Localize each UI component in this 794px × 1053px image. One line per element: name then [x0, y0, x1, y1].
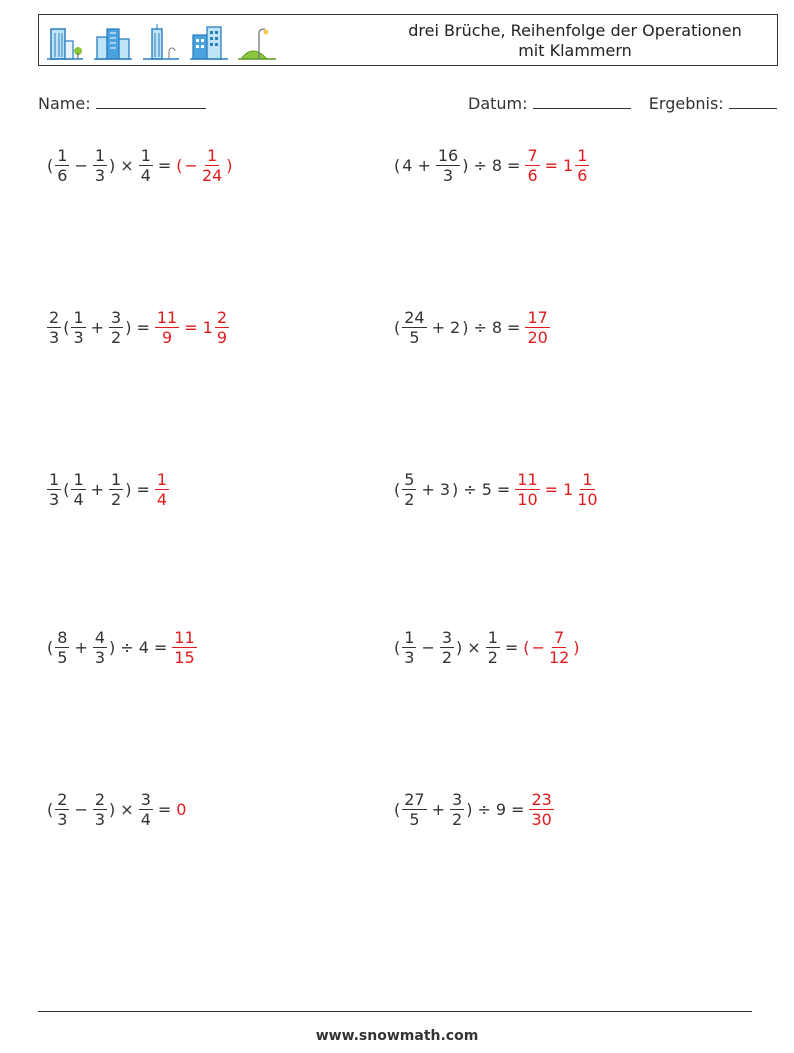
fraction [525, 146, 539, 185]
fraction [55, 628, 69, 667]
fraction [93, 146, 107, 185]
fraction-denominator: 6 [57, 166, 68, 185]
fraction-numerator: 11 [174, 628, 195, 647]
math-token: ) [462, 318, 469, 337]
fraction-numerator: 1 [73, 308, 84, 327]
math-operator: = [184, 318, 198, 337]
fraction [402, 628, 416, 667]
fraction-denominator: 6 [577, 166, 588, 185]
fraction-denominator: 5 [409, 328, 420, 347]
fraction [200, 146, 224, 185]
answer-8 [522, 628, 580, 667]
problem-7 [46, 628, 198, 667]
math-token: ) [109, 638, 116, 657]
fraction-numerator: 2 [57, 790, 68, 809]
answer-3 [154, 308, 230, 347]
fraction-numerator: 1 [73, 470, 84, 489]
fraction [402, 308, 426, 347]
fraction-denominator: 2 [441, 648, 453, 667]
fraction [436, 146, 460, 185]
math-token: 2 [450, 318, 461, 337]
problem-4 [393, 308, 551, 347]
math-token: ) [462, 156, 469, 175]
fraction [55, 790, 69, 829]
fraction-numerator: 16 [437, 146, 459, 165]
problem-2 [393, 146, 590, 185]
result-blank[interactable] [729, 94, 777, 109]
fraction-numerator: 1 [577, 146, 588, 165]
math-operator: − [421, 638, 435, 657]
answer-6 [514, 470, 600, 509]
fraction [529, 790, 553, 829]
problem-10 [393, 790, 555, 829]
fraction-numerator: 3 [452, 790, 463, 809]
fraction [525, 308, 549, 347]
fraction [450, 790, 464, 829]
fraction-denominator: 4 [73, 490, 84, 509]
problem-3 [46, 308, 230, 347]
fraction-numerator: 27 [404, 790, 425, 809]
fraction-denominator: 3 [73, 328, 84, 347]
fraction [139, 790, 153, 829]
math-token: 1 [202, 318, 213, 337]
name-field [38, 94, 206, 113]
math-operator: = [507, 156, 521, 175]
math-operator: = [504, 638, 519, 657]
fraction-denominator: 4 [140, 166, 151, 185]
footer-url[interactable]: www.snowmath.com [315, 1028, 479, 1044]
title-line-2: mit Klammern [518, 41, 632, 60]
fraction [402, 470, 416, 509]
math-token: ) [109, 156, 116, 175]
math-token: ) [226, 156, 233, 175]
math-token: ( [47, 156, 54, 175]
fraction-numerator: 3 [140, 790, 151, 809]
answer-4 [524, 308, 550, 347]
footer-divider [38, 1011, 752, 1012]
math-operator: = [136, 318, 150, 337]
answer-9 [175, 800, 187, 819]
park-lamp-icon [237, 23, 277, 61]
fraction [71, 470, 85, 509]
math-token: ) [456, 638, 463, 657]
fraction-numerator: 4 [94, 628, 106, 647]
math-token: 4 [138, 638, 149, 657]
math-operator: + [431, 318, 446, 337]
fraction [93, 628, 107, 667]
math-token: ( [47, 638, 54, 657]
fraction-numerator: 1 [111, 470, 122, 489]
fraction-denominator: 2 [111, 328, 122, 347]
result-label: Ergebnis: [648, 94, 724, 113]
fraction [547, 628, 571, 667]
math-operator: + [74, 638, 88, 657]
math-operator: = [153, 638, 168, 657]
problem-8 [393, 628, 581, 667]
apartment-building-icon [189, 23, 229, 61]
answer-7 [171, 628, 197, 667]
math-token: ( [394, 800, 401, 819]
math-token: 5 [481, 480, 492, 499]
fraction-numerator: 7 [527, 146, 538, 165]
math-token: ( [63, 318, 70, 337]
answer-2 [524, 146, 590, 185]
math-token: ( [394, 638, 401, 657]
fraction [515, 470, 539, 509]
problem-5 [46, 470, 170, 509]
answer-5 [154, 470, 170, 509]
fraction-denominator: 2 [404, 490, 415, 509]
fraction [402, 790, 426, 829]
name-blank[interactable] [96, 94, 206, 109]
fraction-numerator: 1 [487, 628, 498, 647]
fraction-numerator: 24 [404, 308, 425, 327]
fraction-denominator: 9 [161, 328, 173, 347]
math-operator: = [496, 480, 511, 499]
math-operator: + [421, 480, 435, 499]
fraction-numerator: 1 [94, 146, 106, 165]
math-operator: − [74, 156, 88, 175]
fraction-numerator: 3 [441, 628, 453, 647]
math-token: ( [523, 638, 530, 657]
math-token: 8 [491, 318, 503, 337]
title-line-1: drei Brüche, Reihenfolge der Operationen [408, 21, 742, 40]
math-token: ) [125, 480, 132, 499]
fraction-denominator: 30 [531, 810, 552, 829]
fraction-denominator: 4 [156, 490, 168, 509]
math-operator: + [90, 480, 105, 499]
fraction-denominator: 15 [174, 648, 195, 667]
fraction-numerator: 1 [404, 628, 415, 647]
date-label: Datum: [468, 94, 528, 113]
fraction-denominator: 2 [487, 648, 498, 667]
problem-1 [46, 146, 234, 185]
math-token: 1 [563, 480, 574, 499]
fraction-denominator: 3 [94, 648, 106, 667]
header-icons [45, 21, 277, 61]
fraction [575, 470, 599, 509]
date-result-fields [468, 94, 777, 113]
math-operator: = [544, 480, 559, 499]
fraction-numerator: 8 [57, 628, 68, 647]
fraction-denominator: 3 [404, 648, 415, 667]
math-operator: + [90, 318, 105, 337]
math-operator: + [417, 156, 431, 175]
fraction [93, 790, 107, 829]
fraction-denominator: 4 [140, 810, 151, 829]
fraction-numerator: 3 [111, 308, 122, 327]
math-token: ( [47, 800, 54, 819]
math-token: ) [573, 638, 580, 657]
fraction-denominator: 3 [49, 490, 60, 509]
fraction-denominator: 3 [57, 810, 68, 829]
math-operator: × [467, 638, 481, 657]
fraction-numerator: 11 [156, 308, 178, 327]
math-token: ( [394, 156, 401, 175]
math-token: 4 [402, 156, 413, 175]
worksheet-header [38, 14, 778, 66]
math-operator: ÷ [477, 800, 491, 819]
math-token: ( [63, 480, 70, 499]
worksheet-title [395, 21, 755, 61]
fraction [55, 146, 69, 185]
fraction-denominator: 3 [94, 166, 106, 185]
math-operator: × [120, 800, 134, 819]
fraction-denominator: 5 [409, 810, 420, 829]
fraction-denominator: 24 [201, 166, 223, 185]
fraction-denominator: 20 [527, 328, 548, 347]
skyscraper-icon [141, 23, 181, 61]
math-token: 3 [439, 480, 451, 499]
math-token: ( [394, 318, 401, 337]
fraction-denominator: 5 [57, 648, 68, 667]
math-operator: − [74, 800, 88, 819]
fraction-denominator: 3 [442, 166, 454, 185]
math-token: 9 [495, 800, 507, 819]
fraction [155, 470, 169, 509]
math-operator: ÷ [463, 480, 477, 499]
math-token: ) [109, 800, 116, 819]
problem-6 [393, 470, 601, 509]
math-token: 1 [563, 156, 574, 175]
fraction-denominator: 12 [548, 648, 570, 667]
math-token: ) [125, 318, 132, 337]
fraction-numerator: 23 [531, 790, 552, 809]
fraction-denominator: 10 [577, 490, 598, 509]
math-token: 8 [491, 156, 503, 175]
fraction [440, 628, 454, 667]
math-operator: + [431, 800, 446, 819]
fraction [486, 628, 500, 667]
fraction-denominator: 3 [49, 328, 60, 347]
fraction-numerator: 7 [554, 628, 565, 647]
fraction-numerator: 1 [207, 146, 218, 165]
math-token: 0 [176, 800, 187, 819]
math-operator: = [157, 800, 172, 819]
math-operator: = [511, 800, 525, 819]
fraction-numerator: 17 [527, 308, 548, 327]
answer-1 [175, 146, 233, 185]
fraction-numerator: 1 [140, 146, 151, 165]
fraction-numerator: 5 [404, 470, 415, 489]
fraction-numerator: 2 [49, 308, 60, 327]
fraction [109, 308, 123, 347]
answer-10 [528, 790, 554, 829]
math-operator: ÷ [473, 156, 487, 175]
math-operator: = [136, 480, 150, 499]
fraction-denominator: 2 [452, 810, 463, 829]
fraction-numerator: 1 [156, 470, 168, 489]
fraction-denominator: 10 [517, 490, 538, 509]
fraction-denominator: 3 [94, 810, 106, 829]
math-token: − [531, 638, 545, 657]
fraction-denominator: 9 [216, 328, 228, 347]
fraction [172, 628, 196, 667]
fraction [155, 308, 179, 347]
fraction-numerator: 2 [94, 790, 106, 809]
math-operator: = [157, 156, 172, 175]
fraction-numerator: 1 [49, 470, 60, 489]
fraction [215, 308, 229, 347]
fraction-denominator: 6 [527, 166, 538, 185]
math-token: ) [452, 480, 459, 499]
math-token: ( [394, 480, 401, 499]
math-operator: × [120, 156, 134, 175]
problem-9 [46, 790, 187, 829]
fraction-numerator: 1 [582, 470, 593, 489]
math-operator: ÷ [473, 318, 487, 337]
fraction [109, 470, 123, 509]
fraction [47, 308, 61, 347]
fraction-numerator: 2 [216, 308, 228, 327]
math-operator: ÷ [120, 638, 134, 657]
fraction-numerator: 11 [517, 470, 538, 489]
office-building-icon [45, 23, 85, 61]
fraction [71, 308, 85, 347]
date-blank[interactable] [533, 94, 631, 109]
math-token: ( [176, 156, 183, 175]
math-operator: = [544, 156, 559, 175]
fraction-denominator: 2 [111, 490, 122, 509]
math-token: − [184, 156, 198, 175]
fraction-numerator: 1 [57, 146, 68, 165]
fraction [47, 470, 61, 509]
math-operator: = [507, 318, 521, 337]
fraction [575, 146, 589, 185]
math-token: ) [466, 800, 473, 819]
city-buildings-icon [93, 23, 133, 61]
fraction [139, 146, 153, 185]
name-label: Name: [38, 94, 91, 113]
